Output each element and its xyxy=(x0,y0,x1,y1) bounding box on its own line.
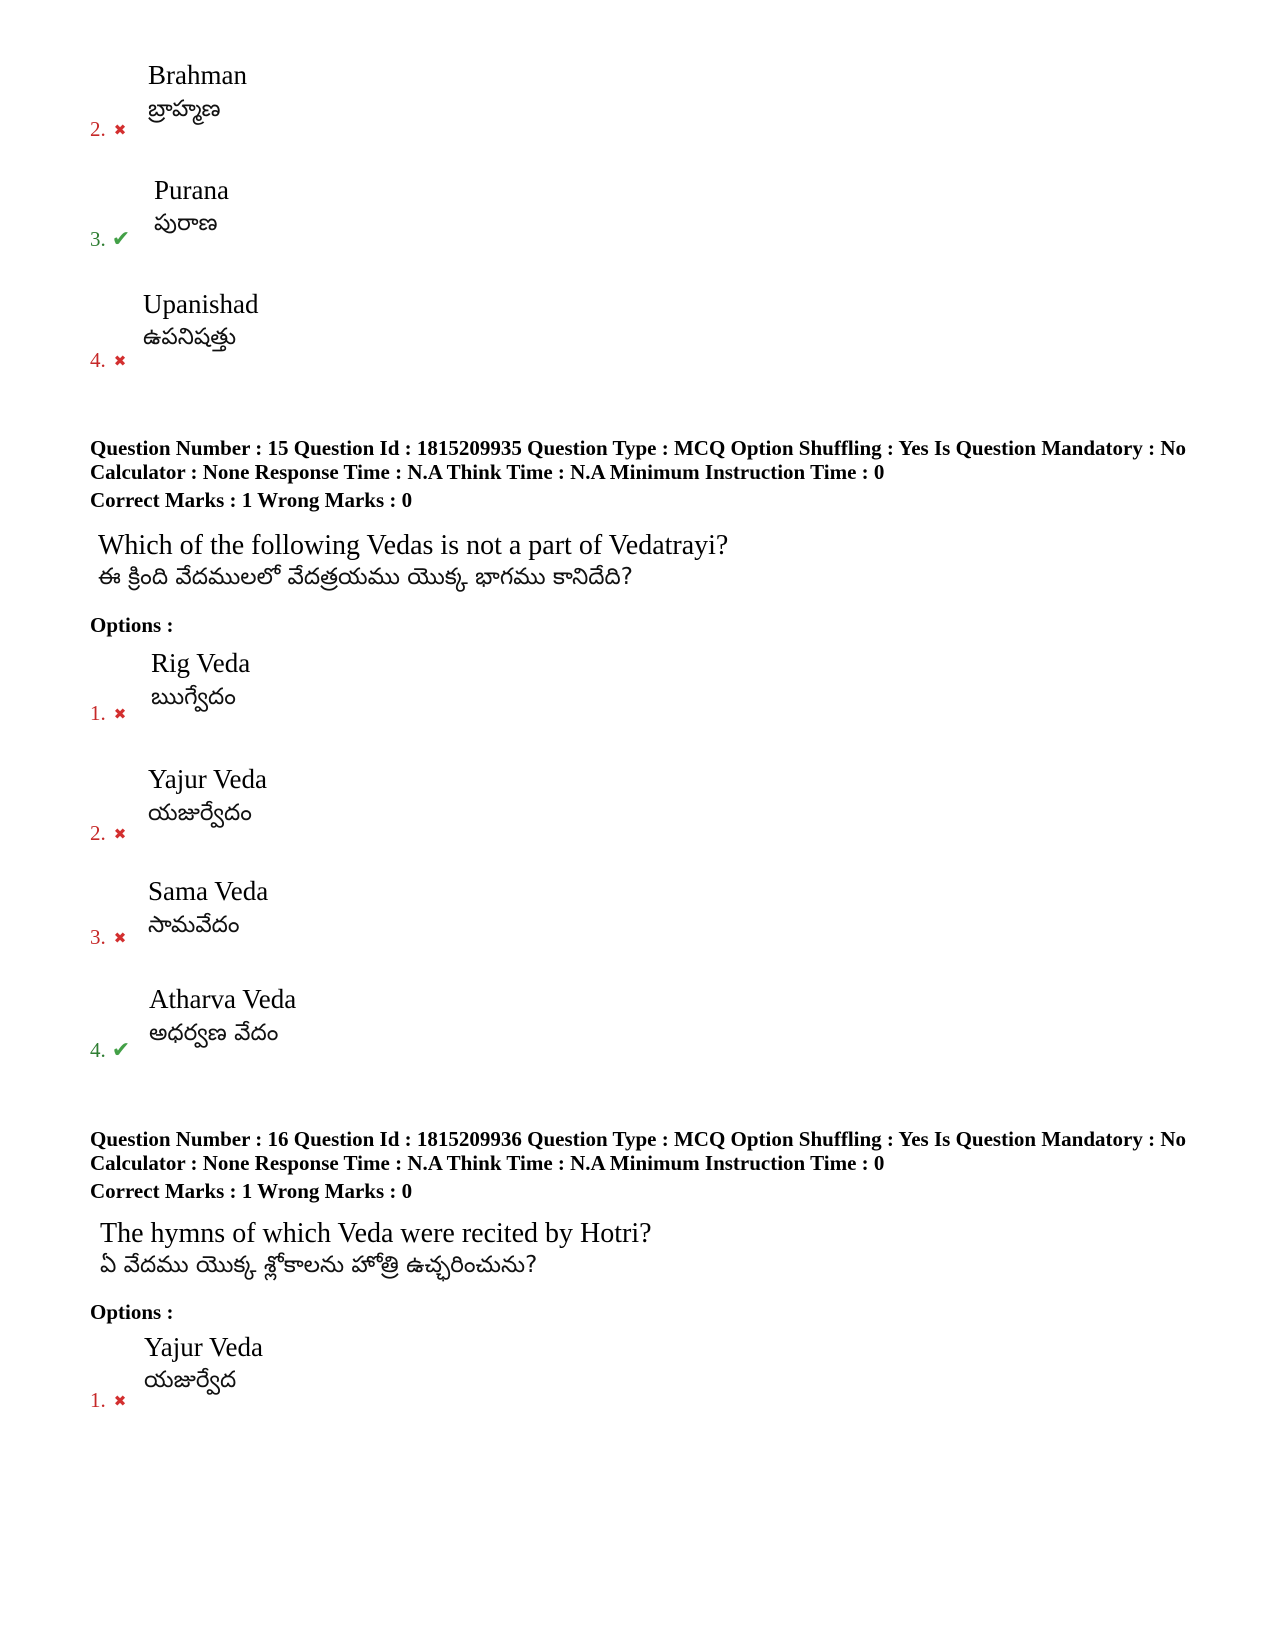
option-number xyxy=(90,348,126,373)
question-text-te: ఈ క్రింది వేదములలో వేదత్రయము యొక్క భాగము కానిదేది? xyxy=(98,564,633,590)
option-text-te: బ్రాహ్మణ xyxy=(148,96,221,122)
question-text-te: ఏ వేదము యొక్క శ్లోకాలను హోత్రి ఉచ్ఛరించును? xyxy=(100,1252,538,1278)
option-number xyxy=(90,227,130,252)
option-number xyxy=(90,925,126,950)
option-text-en: Purana xyxy=(154,175,229,205)
question-marks: Correct Marks : 1 Wrong Marks : 0 xyxy=(90,488,413,512)
cross-icon: ✖ xyxy=(113,120,127,139)
option-number xyxy=(90,1038,130,1063)
cross-icon: ✖ xyxy=(113,824,127,843)
option-text-te: పురాణ xyxy=(154,210,218,236)
question-text-en: The hymns of which Veda were recited by Hotri? xyxy=(100,1218,652,1249)
option-text-te: యజుర్వేద xyxy=(144,1367,237,1393)
options-label: Options : xyxy=(90,613,174,637)
option-text-te: ఉపనిషత్తు xyxy=(143,324,237,350)
option-number xyxy=(90,821,126,846)
option-text-en: Rig Veda xyxy=(151,648,251,678)
option-text-en: Atharva Veda xyxy=(149,984,297,1014)
check-icon: ✔ xyxy=(111,1037,131,1063)
cross-icon: ✖ xyxy=(113,351,127,370)
question-marks: Correct Marks : 1 Wrong Marks : 0 xyxy=(90,1179,413,1203)
option-text-en: Sama Veda xyxy=(148,876,269,906)
option-number-label: 1. xyxy=(90,1388,106,1412)
option-text-en: Yajur Veda xyxy=(148,764,268,794)
question-meta: Question Number : 15 Question Id : 1815209935 Question Type : MCQ Option Shuffling : Yes Is Question Mandatory : No Calculator : None Response Time : N.A Think Time : N.A Minimum Instruction Time : 0 xyxy=(90,436,1186,484)
option-number-label: 2. xyxy=(90,117,106,141)
option-number-label: 4. xyxy=(90,348,106,372)
option-number xyxy=(90,701,126,726)
option-number-label: 1. xyxy=(90,701,106,725)
option-text-te: ఋగ్వేదం xyxy=(151,684,236,710)
option-number xyxy=(90,117,126,142)
option-number-label: 3. xyxy=(90,227,106,251)
option-number-label: 2. xyxy=(90,821,106,845)
cross-icon: ✖ xyxy=(113,1391,127,1410)
check-icon: ✔ xyxy=(111,226,131,252)
option-text-te: సామవేదం xyxy=(148,912,240,938)
option-number-label: 4. xyxy=(90,1038,106,1062)
question-text-en: Which of the following Vedas is not a part of Vedatrayi? xyxy=(98,530,729,561)
cross-icon: ✖ xyxy=(113,704,127,723)
question-meta: Question Number : 16 Question Id : 1815209936 Question Type : MCQ Option Shuffling : Yes Is Question Mandatory : No Calculator : None Response Time : N.A Think Time : N.A Minimum Instruction Time : 0 xyxy=(90,1127,1186,1175)
option-text-en: Brahman xyxy=(148,60,247,90)
option-number xyxy=(90,1388,126,1413)
option-text-te: అధర్వణ వేదం xyxy=(149,1020,279,1046)
option-text-en: Upanishad xyxy=(143,289,259,319)
options-label: Options : xyxy=(90,1300,174,1324)
option-number-label: 3. xyxy=(90,925,106,949)
option-text-en: Yajur Veda xyxy=(144,1332,264,1362)
cross-icon: ✖ xyxy=(113,928,127,947)
option-text-te: యజుర్వేదం xyxy=(148,800,252,826)
